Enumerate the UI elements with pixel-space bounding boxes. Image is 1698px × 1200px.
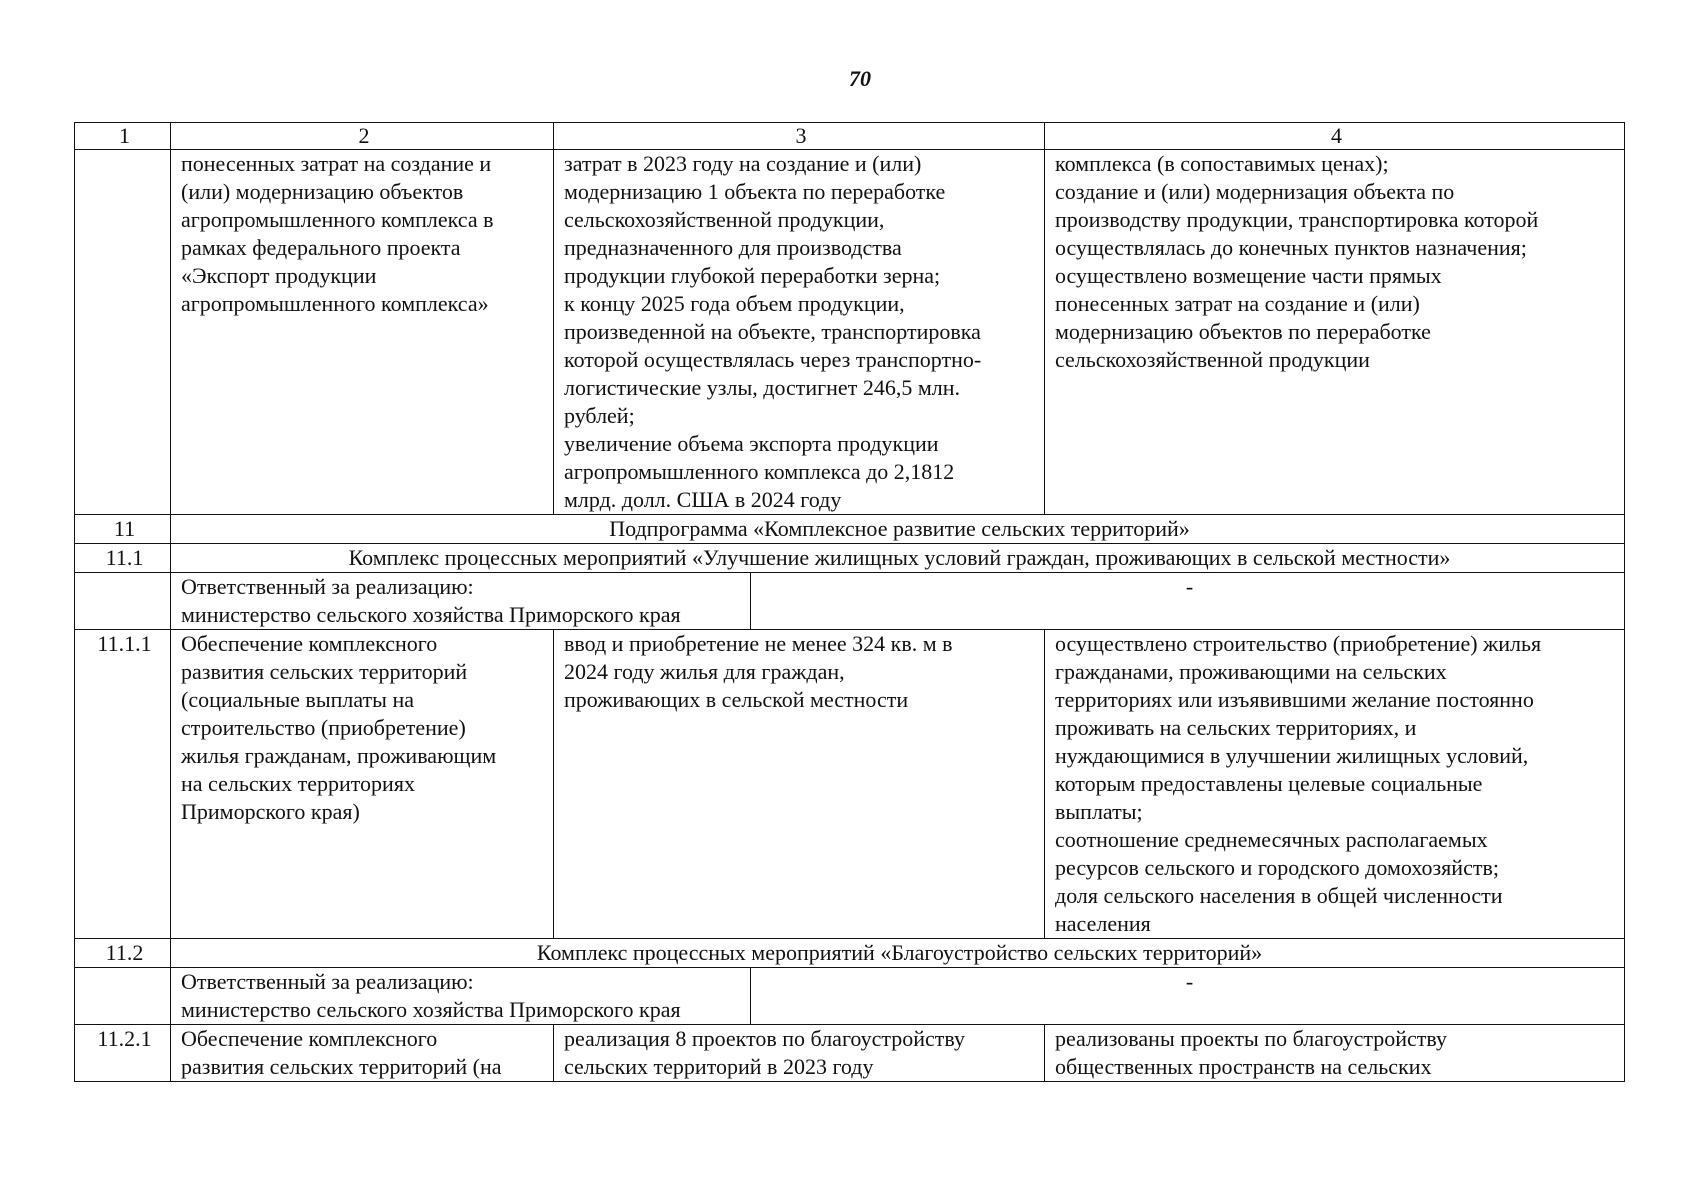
- text-line: Ответственный за реализацию:: [181, 969, 474, 994]
- empty-cell: [75, 968, 171, 1025]
- text-line: Обеспечение комплексного: [181, 1026, 438, 1051]
- indicator-cell: [1045, 150, 1625, 515]
- text-line: комплекса (в сопоставимых ценах);: [1055, 151, 1389, 176]
- text-line: которым предоставлены целевые социальные: [1055, 771, 1483, 796]
- row-number: 11.2.1: [75, 1025, 171, 1082]
- text-line: на сельских территориях: [181, 771, 415, 796]
- header-col-4: 4: [1045, 123, 1625, 150]
- text-line: гражданами, проживающими на сельских: [1055, 659, 1447, 684]
- text-line: которой осуществлялась через транспортно-: [564, 347, 982, 372]
- measure-name-cell: [171, 1025, 554, 1082]
- text-line: министерство сельского хозяйства Приморского края: [181, 997, 681, 1022]
- text-line: ввод и приобретение не менее 324 кв. м в: [564, 631, 953, 656]
- text-line: развития сельских территорий (на: [181, 1054, 502, 1079]
- text-line: осуществлено строительство (приобретение) жилья: [1055, 631, 1542, 656]
- text-line: строительство (приобретение): [181, 715, 466, 740]
- text-line: жилья гражданам, проживающим: [181, 743, 497, 768]
- result-cell: [554, 150, 1045, 515]
- row-number: 11.1.1: [75, 630, 171, 939]
- row-number: [75, 150, 171, 515]
- subprogram-row: [75, 515, 1625, 544]
- text-line: модернизацию 1 объекта по переработке: [564, 179, 946, 204]
- text-line: ресурсов сельского и городского домохозяйств;: [1055, 855, 1499, 880]
- text-line: понесенных затрат на создание и: [181, 151, 492, 176]
- result-cell: [554, 1025, 1045, 1082]
- text-line: модернизацию объектов по переработке: [1055, 319, 1431, 344]
- measure-name-cell: [171, 630, 554, 939]
- text-line: выплаты;: [1055, 799, 1143, 824]
- text-line: рамках федерального проекта: [181, 235, 461, 260]
- text-line: 2024 году жилья для граждан,: [564, 659, 845, 684]
- text-line: (социальные выплаты на: [181, 687, 414, 712]
- dash-cell: -: [751, 573, 1625, 630]
- text-line: нуждающимися в улучшении жилищных условий,: [1055, 743, 1529, 768]
- indicator-cell: [1045, 630, 1625, 939]
- table-row: [75, 630, 1625, 939]
- complex-title: Комплекс процессных мероприятий «Улучшение жилищных условий граждан, проживающих в сельской местности»: [171, 544, 1625, 573]
- text-line: продукции глубокой переработки зерна;: [564, 263, 941, 288]
- text-line: сельскохозяйственной продукции: [1055, 347, 1370, 372]
- text-line: логистические узлы, достигнет 246,5 млн.: [564, 375, 960, 400]
- text-line: осуществлялась до конечных пунктов назначения;: [1055, 235, 1527, 260]
- table-row: [75, 150, 1625, 515]
- text-line: Ответственный за реализацию:: [181, 574, 474, 599]
- indicator-cell: [1045, 1025, 1625, 1082]
- header-col-1: 1: [75, 123, 171, 150]
- text-line: сельскохозяйственной продукции,: [564, 207, 885, 232]
- row-number: 11.2: [75, 939, 171, 968]
- text-line: к концу 2025 года объем продукции,: [564, 291, 905, 316]
- text-line: рублей;: [564, 403, 635, 428]
- responsible-cell: [171, 573, 751, 630]
- text-line: реализованы проекты по благоустройству: [1055, 1026, 1448, 1051]
- empty-cell: [75, 573, 171, 630]
- text-line: предназначенного для производства: [564, 235, 902, 260]
- text-line: увеличение объема экспорта продукции: [564, 431, 939, 456]
- table-row: [75, 1025, 1625, 1082]
- text-line: проживать на сельских территориях, и: [1055, 715, 1417, 740]
- text-line: Обеспечение комплексного: [181, 631, 438, 656]
- text-line: территориях или изъявившими желание постоянно: [1055, 687, 1534, 712]
- text-line: развития сельских территорий: [181, 659, 468, 684]
- responsible-row: [75, 573, 1625, 630]
- page-number: 70: [849, 66, 871, 91]
- text-line: сельских территорий в 2023 году: [564, 1054, 874, 1079]
- text-line: агропромышленного комплекса в: [181, 207, 494, 232]
- result-cell: [554, 630, 1045, 939]
- text-line: проживающих в сельской местности: [564, 687, 909, 712]
- text-line: затрат в 2023 году на создание и (или): [564, 151, 922, 176]
- row-number: 11: [75, 515, 171, 544]
- text-line: соотношение среднемесячных располагаемых: [1055, 827, 1488, 852]
- text-line: осуществлено возмещение части прямых: [1055, 263, 1442, 288]
- text-line: министерство сельского хозяйства Приморского края: [181, 602, 681, 627]
- header-col-3: 3: [554, 123, 1045, 150]
- complex-title: Комплекс процессных мероприятий «Благоустройство сельских территорий»: [171, 939, 1625, 968]
- text-line: реализация 8 проектов по благоустройству: [564, 1026, 966, 1051]
- text-line: создание и (или) модернизация объекта по: [1055, 179, 1455, 204]
- row-number: 11.1: [75, 544, 171, 573]
- text-line: (или) модернизацию объектов: [181, 179, 464, 204]
- text-line: общественных пространств на сельских: [1055, 1054, 1432, 1079]
- text-line: агропромышленного комплекса»: [181, 291, 489, 316]
- header-col-2: 2: [171, 123, 554, 150]
- responsible-cell: [171, 968, 751, 1025]
- text-line: понесенных затрат на создание и (или): [1055, 291, 1420, 316]
- measure-name-cell: [171, 150, 554, 515]
- text-line: агропромышленного комплекса до 2,1812: [564, 459, 955, 484]
- text-line: доля сельского населения в общей численности: [1055, 883, 1503, 908]
- text-line: млрд. долл. США в 2024 году: [564, 487, 842, 512]
- text-line: «Экспорт продукции: [181, 263, 377, 288]
- subprogram-title: Подпрограмма «Комплексное развитие сельских территорий»: [171, 515, 1625, 544]
- text-line: производству продукции, транспортировка которой: [1055, 207, 1539, 232]
- responsible-row: [75, 968, 1625, 1025]
- measures-table: [74, 122, 1625, 1082]
- text-line: населения: [1055, 911, 1151, 936]
- text-line: произведенной на объекте, транспортировка: [564, 319, 981, 344]
- text-line: Приморского края): [181, 799, 360, 824]
- complex-row: [75, 544, 1625, 573]
- header-row: [75, 123, 1625, 150]
- complex-row: [75, 939, 1625, 968]
- dash-cell: -: [751, 968, 1625, 1025]
